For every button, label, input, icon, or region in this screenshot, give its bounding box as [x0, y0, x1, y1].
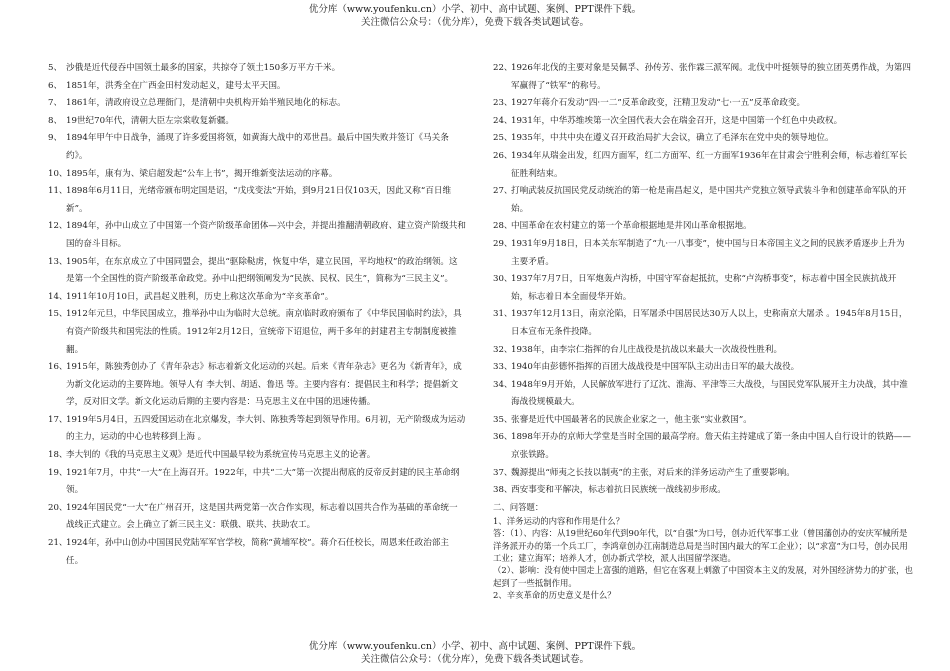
- item-text: 沙俄是近代侵吞中国领土最多的国家，共掠夺了领土150多万平方千米。: [66, 63, 341, 73]
- item-number: 22、: [493, 63, 513, 73]
- item-number: 26、: [493, 150, 513, 161]
- item-text: 1894年甲午中日战争，涌现了许多爱国将领，如黄海大战中的邓世昌。最后中国失败并签订《马关条约》。: [66, 133, 449, 161]
- item-text: 1919年5月4日，五四爱国运动在北京爆发，李大钊、陈独秀等起到领导作用。6月初，无产阶级成为运动的主力，运动的中心也转移到上海 。: [66, 414, 466, 443]
- item-text: 1912年元旦，中华民国成立，推举孙中山为临时大总统。南京临时政府颁布了《中华民国临时约法》，具有资产阶级共和国宪法的性质。1912年2月12日，宣统帝下诏退位，两千多年的封建君主专制制度被推翻。: [66, 309, 462, 355]
- item-number: 20、: [48, 502, 68, 513]
- item-number: 7、: [48, 98, 63, 109]
- item-number: 16、: [48, 362, 68, 373]
- item-text: 1940年由彭德怀指挥的百团大战战役是中国军队主动出击日军的最大战役。: [511, 362, 800, 373]
- list-item: [48, 183, 466, 218]
- item-text: 1937年12月13日，南京沦陷，日军屠杀中国居民达30万人以上，史称南京大屠杀 。1945年8月15日，日本宣布无条件投降。: [511, 309, 908, 337]
- list-item: [493, 359, 913, 377]
- item-number: 24、: [493, 115, 513, 126]
- list-item: [48, 254, 466, 289]
- item-number: 5、: [48, 63, 63, 73]
- item-number: 38、: [493, 485, 513, 496]
- question-1: 1、洋务运动的内容和作用是什么？: [493, 515, 624, 526]
- item-text: 1905年，在东京成立了中国同盟会，提出“驱除鞑虏，恢复中华，建立民国，平均地权”的政治纲领。这是第一个全国性的资产阶级革命政党。孙中山把纲领阐发为“民族、民权、民生”，简称为“三民主义”。: [66, 256, 458, 285]
- item-number: 9、: [48, 133, 63, 144]
- list-item: [493, 412, 913, 430]
- item-text: 李大钊的《我的马克思主义观》是近代中国最早较为系统宣传马克思主义的论著。: [66, 450, 376, 461]
- item-text: 西安事变和平解决，标志着抗日民族统一战线初步形成。: [511, 485, 726, 496]
- item-text: 1851年，洪秀全在广西金田村发动起义，建号太平天国。: [66, 80, 286, 91]
- list-item: [493, 95, 913, 113]
- list-item: [48, 535, 466, 570]
- item-text: 打响武装反抗国民党反动统治的第一枪是南昌起义，是中国共产党独立领导武装斗争和创建革命军队的开始。: [511, 186, 907, 214]
- item-text: 张謇是近代中国最著名的民族企业家之一，他主张“实业救国”。: [511, 414, 752, 425]
- item-text: 1861年，清政府设立总理衙门，是清朝中央机构开始半殖民地化的标志。: [66, 98, 346, 109]
- item-text: 1911年10月10日，武昌起义胜利，历史上称这次革命为“辛亥革命”。: [66, 291, 334, 302]
- list-item: [493, 306, 913, 341]
- list-item: [493, 271, 913, 306]
- item-text: 1921年7月，中共“一大”在上海召开。1922年，中共“二大”第一次提出彻底的反帝反封建的民主革命纲领。: [66, 467, 460, 496]
- list-item: [48, 166, 466, 184]
- answer-1: 答：（1）、内容：从19世纪60年代到90年代，以“自强”为口号，创办近代军事工业（曾国藩创办的安庆军械所是洋务派开办的第一个兵工厂，李鸿章创办江南制造总局是当时国内最大的军工企业）；以“求富”为口号，创办民用工业；建立海军；培养人才，创办新式学校，派人出国留学深造。: [493, 528, 908, 564]
- list-item: [493, 236, 913, 271]
- item-text: 1924年，孙中山创办中国国民党陆军军官学校，简称“黄埔军校”。蒋介石任校长，周恩来任政治部主任。: [66, 538, 450, 566]
- right-column: [493, 60, 913, 602]
- item-number: 28、: [493, 221, 513, 232]
- item-number: 31、: [493, 309, 513, 320]
- list-item: [48, 289, 466, 307]
- left-column: [48, 60, 466, 570]
- list-item: [48, 130, 466, 165]
- item-text: 1924年国民党“一大”在广州召开，这是国共两党第一次合作实现，标志着以国共合作为基础的革命统一战线正式建立。会上确立了新三民主义：联俄、联共、扶助农工。: [66, 502, 458, 531]
- item-number: 13、: [48, 256, 68, 267]
- item-text: 1894年，孙中山成立了中国第一个资产阶级革命团体—兴中会，并提出推翻清朝政府、建立资产阶级共和国的奋斗目标。: [66, 221, 466, 249]
- list-item: [48, 465, 466, 500]
- item-text: 1915年，陈独秀创办了《青年杂志》标志着新文化运动的兴起。后来《青年杂志》更名为《新青年》，成为新文化运动的主要阵地。领导人有 李大钊、胡适、鲁迅 等。主要内容有：提倡民主和科学；提倡新文学，反对旧文学。新文化运动后期的主要内容是：马克思主义在中国的迅速传播。: [66, 362, 462, 408]
- item-number: 11、: [48, 186, 68, 197]
- list-item: [48, 412, 466, 447]
- item-text: 1948年9月开始，人民解放军进行了辽沈、淮海、平津等三大战役，与国民党军队展开主力决战，其中淮海战役规模最大。: [511, 379, 908, 408]
- item-number: 19、: [48, 467, 68, 478]
- list-item: [493, 342, 913, 360]
- item-text: 1934年从瑞金出发，红四方面军，红二方面军、红一方面军1936年在甘肃会宁胜利会师，标志着红军长征胜利结束。: [511, 150, 908, 179]
- list-item: [493, 113, 913, 131]
- header-line-1: 优分库（www.youfenku.cn）小学、初中、高中试题、案例、PPT课件下载。: [308, 4, 642, 15]
- item-number: 32、: [493, 344, 513, 355]
- item-number: 30、: [493, 274, 513, 285]
- list-item: [493, 377, 913, 412]
- list-item: [48, 500, 466, 535]
- item-number: 37、: [493, 467, 513, 478]
- item-number: 15、: [48, 309, 68, 320]
- list-item: [493, 183, 913, 218]
- item-number: 27、: [493, 186, 513, 197]
- item-number: 29、: [493, 238, 513, 249]
- list-item: [493, 130, 913, 148]
- item-text: 1898年6月11日，光绪帝颁布明定国是诏，“戊戌变法”开始，到9月21日仅103天，因此又称“百日维新”。: [66, 186, 452, 214]
- item-number: 6、: [48, 80, 63, 91]
- list-item: [48, 95, 466, 113]
- list-item: [48, 60, 466, 78]
- item-number: 14、: [48, 291, 68, 302]
- item-text: 1931年9月18日，日本关东军制造了“九·一八事变”，使中国与日本帝国主义之间的民族矛盾逐步上升为主要矛盾。: [511, 238, 905, 267]
- item-text: 1927年蒋介石发动“四·一二”反革命政变，汪精卫发动“七·一五”反革命政变。: [511, 98, 806, 109]
- list-item: [493, 465, 913, 483]
- list-item: [48, 78, 466, 96]
- list-item: [493, 482, 913, 500]
- right-items: [493, 60, 913, 500]
- footer-line-1: 优分库（www.youfenku.cn）小学、初中、高中试题、案例、PPT课件下载。: [308, 641, 642, 652]
- list-item: [48, 359, 466, 412]
- item-number: 25、: [493, 133, 513, 144]
- item-text: 1938年，由李宗仁指挥的台儿庄战役是抗战以来最大一次战役性胜利。: [511, 344, 783, 355]
- item-number: 17、: [48, 414, 68, 425]
- item-text: 1937年7月7日，日军炮轰卢沟桥，中国守军奋起抵抗，史称“卢沟桥事变”，标志着中国全民族抗战开始，标志着日本全面侵华开始。: [511, 274, 897, 302]
- item-number: 21、: [48, 538, 68, 549]
- list-item: [493, 148, 913, 183]
- item-number: 18、: [48, 450, 68, 461]
- item-text: 1926年北伐的主要对象是吴佩孚、孙传芳、张作霖三派军阀。北伐中叶挺领导的独立团英勇作战，为第四军赢得了“铁军”的称号。: [511, 63, 911, 91]
- item-text: 19世纪70年代，清朝大臣左宗棠收复新疆。: [66, 115, 234, 126]
- list-item: [493, 218, 913, 236]
- answer-1-impact: （2）、影响：没有使中国走上富强的道路，但它在客观上刺激了中国资本主义的发展，对外国经济势力的扩张，也起到了一些抵制作用。: [493, 565, 913, 588]
- qa-section: [493, 500, 913, 602]
- item-text: 1895年，康有为、梁启超发起“公车上书”，揭开维新变法运动的序幕。: [66, 168, 338, 179]
- header-line-2: 关注微信公众号：（优分库），免费下载各类试题试卷。: [360, 17, 589, 28]
- list-item: [493, 60, 913, 95]
- item-number: 12、: [48, 221, 68, 232]
- item-text: 中国革命在农村建立的第一个革命根据地是井冈山革命根据地。: [511, 221, 752, 232]
- footer-line-2: 关注微信公众号：（优分库），免费下载各类试题试卷。: [360, 654, 589, 665]
- item-text: 1935年，中共中央在遵义召开政治局扩大会议，确立了毛泽东在党中央的领导地位。: [511, 133, 834, 144]
- item-text: 1898年开办的京师大学堂是当时全国的最高学府。詹天佑主持建成了第一条由中国人自行设计的铁路——京张铁路。: [511, 432, 911, 461]
- item-text: 魏源提出“师夷之长技以制夷”的主张，对后来的洋务运动产生了重要影响。: [511, 467, 795, 478]
- list-item: [48, 447, 466, 465]
- item-number: 33、: [493, 362, 513, 373]
- question-2: 2、辛亥革命的历史意义是什么？: [493, 590, 616, 601]
- list-item: [493, 429, 913, 464]
- item-number: 35、: [493, 414, 513, 425]
- list-item: [48, 218, 466, 253]
- item-number: 10、: [48, 168, 68, 179]
- list-item: [48, 113, 466, 131]
- page-footer: [0, 640, 950, 666]
- page-header: [0, 3, 950, 29]
- item-number: 23、: [493, 98, 513, 109]
- qa-section-title: 二、问答题：: [493, 501, 544, 512]
- item-number: 36、: [493, 432, 513, 443]
- item-text: 1931年，中华苏维埃第一次全国代表大会在瑞金召开，这是中国第一个红色中央政权。: [511, 115, 843, 126]
- item-number: 34、: [493, 379, 513, 390]
- list-item: [48, 306, 466, 359]
- item-number: 8、: [48, 115, 63, 126]
